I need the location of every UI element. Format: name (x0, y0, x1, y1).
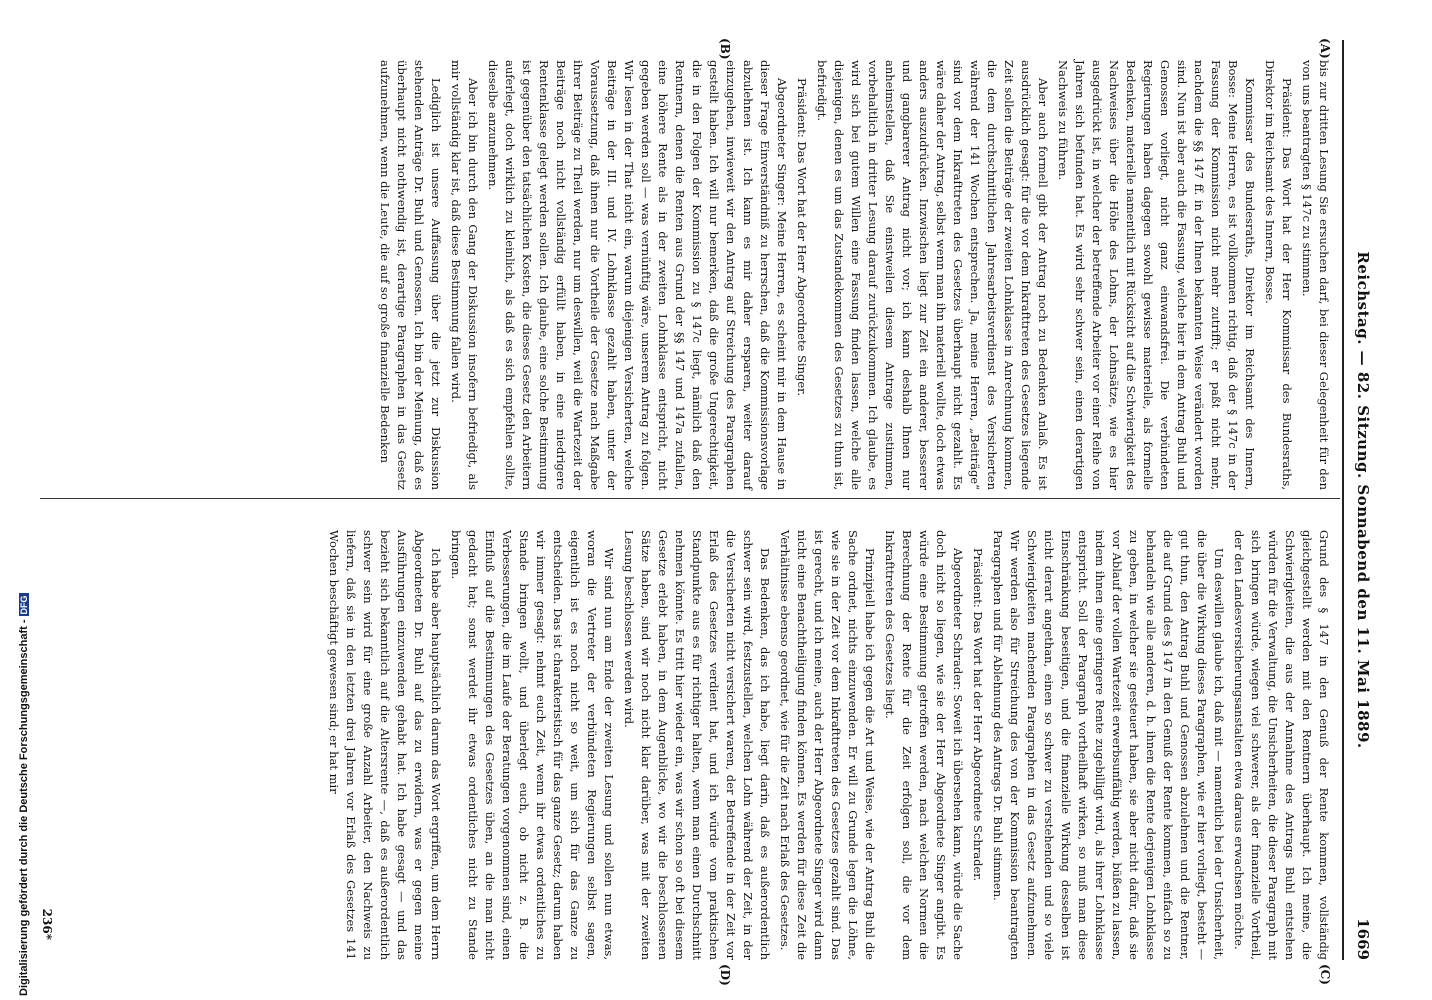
margin-marker-b: (B) (718, 38, 732, 60)
dfg-logo: DFG (19, 595, 29, 615)
page-header (1342, 40, 1372, 960)
column-divider (40, 498, 1340, 499)
paragraph: Präsident: Das Wort hat der Herr Kommissar des Bundesraths, Direktor im Reichsamt des Innern, Bosse. (1263, 60, 1294, 490)
margin-marker-a: (A) (1318, 38, 1332, 59)
paragraph: Um deswillen glaube ich, daß mit — namentlich bei der Unsicherheit, die über die Wirkung dieses Paragraphen, wie er hier vorliegt, besteht — gut thun, den Antrag Buhl und Genossen abzulehnen und die Rentner, die auf Grund des § 147 in den Genuß der Rente kommen, einfach so zu behandeln wie alle anderen, d. h. ihnen die Rente derjenigen Lohnklasse zu geben, in welcher sie gesteuert haben, sie aber nicht dafür, daß sie vor Ablauf der vollen Wartezeit erwerbsunfähig werden, büßen zu lassen, indem ihnen eine geringere Rente zugebilligt wird, als ihrer Lohnklasse entspricht. Soll der Paragraph vortheilhaft wirken, so muß man diese Einschränkung beseitigen, und die finanzielle Wirkung desselben ist nicht derart angethan, einen so schwer zu verstehenden und so viele Schwierigkeiten machenden Paragraphen in das Gesetz aufzunehmen. Wir werden also für Streichung des von der Kommission beantragten Paragraphen und für Ablehnung des Antrags Dr. Buhl stimmen. (991, 530, 1226, 960)
page-number: 1669 (1354, 918, 1372, 960)
margin-marker-d: (D) (718, 964, 732, 986)
paragraph: Präsident: Das Wort hat der Herr Abgeordnete Singer. (795, 78, 809, 397)
paragraph: Prinzipiell habe ich gegen die Art und Weise, wie der Antrag Buhl die Sache ordnet, nichts einzuwenden. Er will zu Grunde legen die Löhne, wie sie in der Zeit vor dem Inkrafttreten des Gesetzes gezahlt sind. Das ist gerecht, und ich meine, auch der Herr Abgeordnete Singer wird dann nicht eine Benachtheiligung finden können. Es werden für diese Zeit die Verhältnisse ebenso geordnet, wie für die Zeit nach Erlaß des Gesetzes. (778, 530, 877, 960)
margin-marker-c: (C) (1318, 964, 1332, 985)
footer-credit (18, 593, 30, 996)
paragraph: Abgeordneter Schrader: Soweit ich übersehen kann, würde die Sache doch nicht so liegen, wie sie der Herr Abgeordnete Singer angibt. Es würde eine Bestimmung getroffen werden, nach welchen Normen die Berechnung der Rente für die Zeit erfolgen soll, die vor dem Inkrafttreten des Gesetzes liegt. (883, 530, 965, 960)
paragraph: Abgeordneter Singer: Meine Herren, es scheint mir in dem Hause in dieser Frage Einverständniß zu herrschen, daß die Kommissionsvorlage abzulehnen ist. Ich kann es mir daher ersparen, weiter darauf einzugehen, inwieweit wir den Antrag auf Streichung des Paragraphen gestellt haben. Ich will nur bemerken, daß die große Ungerechtigkeit, die in den Folgen der Kommission zu § 147c liegt, nämlich daß den Rentnern, denen die Renten aus Grund der §§ 147 und 147a zufallen, eine höhere Rente als in der zweiten Lohnklasse entspricht, nicht gegeben werden soll — was vernünftig wäre, unserem Antrag zu folgen. Wir lesen in der That nicht ein, warum diejenigen Versicherten, welche Beiträge in der III. und IV. Lohnklasse gezahlt haben, unter der Voraussetzung, daß ihnen nur die Vortheile der Gesetze nach Maßgabe ihrer Beiträge zu Theil werden, nur um deswillen, weil die Wartezeit der Beiträge noch nicht vollständig erfüllt haben, in eine niedrigere Rentenklasse gelegt werden sollen. Ich glaube, eine solche Bestimmung ist gegenüber den tatsächlichen Kosten, die dieses Gesetz den Arbeitern auferlegt, doch wirklich zu kleinlich, als daß es sich empfehlen sollte, dieselbe anzunehmen. (486, 60, 789, 490)
paragraph: Das Bedenken, das ich habe, liegt darin, daß es außerordentlich schwer sein wird, festzustellen, welchen Lohn während der Zeit, in der die Versicherten nicht versichert waren, der Betreffende in der Zeit vor Erlaß des Gesetzes verdient hat, und ich würde vom praktischen Standpunkte aus es für richtiger halten, wenn man einen Durchschnitt nehmen könnte. Es tritt hier wieder ein, was wir schon so oft bei diesem Gesetze erlebt haben, in dem Augenblicke, wo wir die beschlossenen Sätze haben, sind wir noch nicht klar darüber, was mit der zweiten Lesung beschlossen werden wird. (622, 530, 772, 960)
paragraph: Aber ich bin durch den Gang der Diskussion insofern befriedigt, als mir vollständig klar ist, daß diese Bestimmung fallen wird. (449, 60, 480, 490)
paragraph: Kommissar des Bundesraths, Direktor im Reichsamt des Innern, Bosse: Meine Herren, es ist vollkommen richtig, daß der § 147c in der Fassung der Kommission nicht mehr zutrifft; er paßt nicht mehr, nachdem die §§ 147 ff. in der Ihnen bekannten Weise verändert worden sind. Nun ist aber auch die Fassung, welche hier in dem Antrag Buhl und Genossen vorliegt, nicht ganz einwandsfrei. Die verbündeten Regierungen haben dagegen sowohl gewisse materielle, als formelle Bedenken, materielle namentlich mit Rücksicht auf die Schwierigkeit des Nachweises über die Höhe des Lohns, der Lohnsätze, wie es hier ausgedrückt ist, in welcher der betreffende Arbeiter vor einer Reihe von Jahren sich befunden hat. Es wird sehr schwer sein, einen derartigen Nachweis zu führen. (1056, 60, 1257, 490)
signature-mark: 236* (40, 908, 54, 940)
paragraph: Grund des § 147 in den Genuß der Rente kommen, vollständig gleichgestellt werden mit den Rentnern überhaupt. Ich meine, die Schwierigkeiten, die aus der Annahme des Antrags Buhl entstehen würden für die Verwaltung, die Unsicherheiten, die dieser Paragraph mit sich bringen würde, wiegen viel schwerer, als der finanzielle Vortheil, der den Landesversicherungsanstalten etwa daraus erwachsen möchte. (1232, 530, 1331, 960)
paragraph: Aber auch formell gibt der Antrag noch zu Bedenken Anlaß. Es ist ausdrücklich gesagt: für die vor dem Inkrafttreten des Gesetzes liegende Zeit sollen die Beiträge der zweiten Lohnklasse in Anrechnung kommen, die dem durchschnittlichen Jahresarbeitsverdienst des Versicherten während der 141 Wochen entsprechen. Ja, meine Herren, „Beiträge“ sind vor dem Inkrafttreten des Gesetzes überhaupt nicht gezahlt. Es wäre daher der Antrag, selbst wenn man ihn materiell wollte, doch etwas anders auszudrücken. Inzwischen liegt zur Zeit ein anderer, besserer und gangbarerer Antrag nicht vor; ich kann deshalb Ihnen nur anheimstellen, daß Sie einstweilen diesem Antrage zustimmen, vorbehaltlich in dritter Lesung darauf zurückzukommen. Ich glaube, es wird sich bei gutem Willen eine Fassung finden lassen, welche alle diejenigen, denen es um das Zustandekommen des Gesetzes zu thun ist, befriedigt. (815, 60, 1050, 490)
footer-text: Digitalisierung gefördert durch die Deutsche Forschungsgemeinschaft - (18, 619, 30, 996)
paragraph: Ich habe aber hauptsächlich darum das Wort ergriffen, um dem Herrn Abgeordneten Dr. Buhl auf das zu erwidern, was er gegen meine Ausführungen einzuwenden gehabt hat. Ich habe gesagt — und das bezieht sich bekanntlich auf die Altersrente —, daß es außerordentlich schwer sein wird für eine große Anzahl Arbeiter, den Nachweis zu liefern, daß sie in den letzten drei Jahren vor Erlaß des Gesetzes 141 Wochen beschäftigt gewesen sind; er hat mir (327, 530, 443, 960)
right-column (322, 530, 1332, 960)
left-column (373, 60, 1332, 490)
digitization-footer (0, 0, 30, 1000)
header-title: Reichstag. — 82. Sitzung. Sonnabend den 11. Mai 1889. (1354, 251, 1372, 749)
paragraph: Präsident: Das Wort hat der Herr Abgeordnete Schrader. (971, 548, 985, 882)
header-rule (1342, 40, 1344, 960)
paragraph: Wir sind nun am Ende der zweiten Lesung und sollen nun etwas, woran die Vertreter der verbündeten Regierungen selbst sagen, eigentlich ist es noch nicht so weit, um sich für das Ganze zu entscheiden. Das ist charakteristisch für das ganze Gesetz; darum haben wir immer gesagt: nehmt euch Zeit, wenn ihr etwas ordentliches zu Stande bringen wollt, und überlegt euch, ob nicht z. B. die Verbesserungen, die im Laufe der Beratungen vorgenommen sind, einen Einfluß auf die Bestimmungen des Gesetzes üben, an die man nicht gedacht hat; sonst werdet ihr etwas ordentliches nicht zu Stande bringen. (449, 530, 616, 960)
paragraph: bis zur dritten Lesung Sie ersuchen darf, bei dieser Gelegenheit für den von uns beantragten § 147c zu stimmen. (1300, 60, 1331, 490)
paragraph: Lediglich ist unsere Auffassung über die jetzt zur Diskussion stehenden Anträge Dr. Buhl und Genossen. Ich bin der Meinung, daß es überhaupt nicht nothwendig ist, derartige Paragraphen in das Gesetz aufzunehmen, wenn die Leute, die auf so große finanzielle Bedenken (378, 60, 443, 490)
